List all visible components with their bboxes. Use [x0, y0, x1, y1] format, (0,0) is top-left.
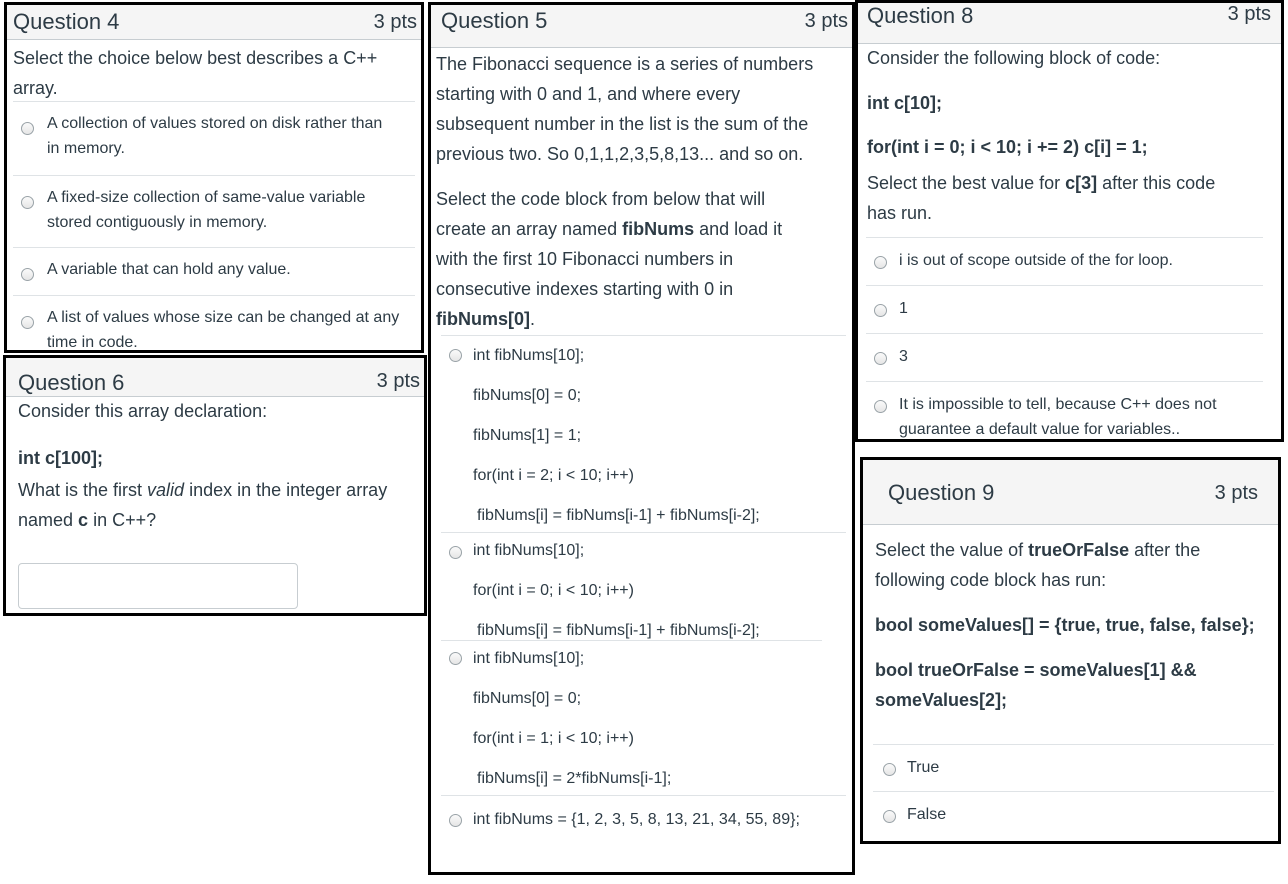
question-5-title: Question 5	[441, 8, 548, 33]
question-5-points: 3 pts	[804, 10, 848, 32]
answer-input[interactable]	[18, 563, 298, 609]
question-9-points: 3 pts	[1214, 482, 1258, 504]
question-8-points: 3 pts	[1227, 3, 1271, 25]
q4-answer-option[interactable]: A variable that can hold any value.	[13, 247, 415, 296]
radio-button[interactable]	[883, 810, 896, 823]
question-9-card	[860, 457, 1281, 844]
radio-button[interactable]	[449, 652, 462, 665]
question-8-code-line-1: int c[10];	[867, 93, 943, 113]
question-6-points: 3 pts	[376, 370, 420, 392]
question-5-intro: The Fibonacci sequence is a series of numbers starting with 0 and 1, and where every subsequent number in the list is the sum of the previous two. So 0,1,1,2,3,5,8,13... and so on.	[436, 54, 814, 164]
q9-answer-option[interactable]: False	[873, 791, 1274, 840]
radio-button[interactable]	[449, 814, 462, 827]
question-4-card	[4, 2, 424, 353]
radio-button[interactable]	[449, 349, 462, 362]
q8-answer-option[interactable]: i is out of scope outside of the for loop.	[866, 237, 1263, 286]
question-6-prompt: Consider this array declaration:	[18, 401, 268, 421]
question-6-title: Question 6	[18, 370, 125, 395]
q8-answer-option[interactable]: 1	[866, 285, 1263, 334]
question-6-question: What is the first valid index in the integer array named c in C++?	[18, 480, 388, 530]
radio-button[interactable]	[21, 196, 34, 209]
question-9-code-line-1: bool someValues[] = {true, true, false, false};	[875, 615, 1255, 635]
question-6-card	[3, 355, 427, 616]
radio-button[interactable]	[874, 400, 887, 413]
question-8-card	[855, 0, 1284, 442]
q5-answer-option[interactable]: int fibNums[10]; fibNums[0] = 0; for(int i = 1; i < 10; i++) fibNums[i] = 2*fibNums[i-1];	[441, 640, 822, 795]
q8-answer-option[interactable]: 3	[866, 333, 1263, 382]
question-9-code-line-2: bool trueOrFalse = someValues[1] && someValues[2];	[875, 660, 1197, 710]
question-6-code: int c[100];	[18, 448, 104, 468]
radio-button[interactable]	[21, 122, 34, 135]
question-9-title: Question 9	[888, 480, 995, 505]
q8-answer-option[interactable]: It is impossible to tell, because C++ does not guarantee a default value for variables..	[866, 381, 1263, 442]
radio-button[interactable]	[449, 546, 462, 559]
q5-answer-option[interactable]: int fibNums[10]; for(int i = 0; i < 10; i++) fibNums[i] = fibNums[i-1] + fibNums[i-2];	[441, 532, 846, 639]
question-9-instruction: Select the value of trueOrFalse after the following code block has run:	[875, 540, 1201, 590]
q4-answer-option[interactable]: A collection of values stored on disk rather than in memory.	[13, 101, 415, 174]
question-5-card	[428, 2, 855, 875]
q5-answer-option[interactable]: int fibNums = {1, 2, 3, 5, 8, 13, 21, 34, 55, 89};	[441, 795, 846, 846]
question-8-instruction: Select the best value for c[3] after this code has run.	[867, 173, 1216, 223]
question-4-prompt: Select the choice below best describes a C++ array.	[13, 48, 378, 98]
q4-answer-option[interactable]: A fixed-size collection of same-value variable stored contiguously in memory.	[13, 175, 415, 248]
radio-button[interactable]	[883, 763, 896, 776]
radio-button[interactable]	[21, 268, 34, 281]
question-4-title: Question 4	[13, 9, 120, 34]
radio-button[interactable]	[874, 352, 887, 365]
radio-button[interactable]	[21, 316, 34, 329]
q4-answer-option[interactable]: A list of values whose size can be changed at any time in code.	[13, 295, 415, 353]
q9-answer-option[interactable]: True	[873, 744, 1274, 793]
question-8-code-line-2: for(int i = 0; i < 10; i += 2) c[i] = 1;	[867, 137, 1148, 157]
question-8-title: Question 8	[867, 3, 974, 28]
radio-button[interactable]	[874, 304, 887, 317]
question-4-points: 3 pts	[373, 11, 417, 33]
question-5-instruction: Select the code block from below that will create an array named fibNums and load it with the first 10 Fibonacci numbers in consecutive indexes starting with 0 in fibNums[0].	[436, 189, 783, 329]
radio-button[interactable]	[874, 256, 887, 269]
q5-answer-option[interactable]: int fibNums[10]; fibNums[0] = 0; fibNums[1] = 1; for(int i = 2; i < 10; i++) fibNums[i] = fibNums[i-1] + fibNums[i-2];	[441, 335, 846, 532]
question-8-prompt: Consider the following block of code:	[867, 48, 1161, 68]
